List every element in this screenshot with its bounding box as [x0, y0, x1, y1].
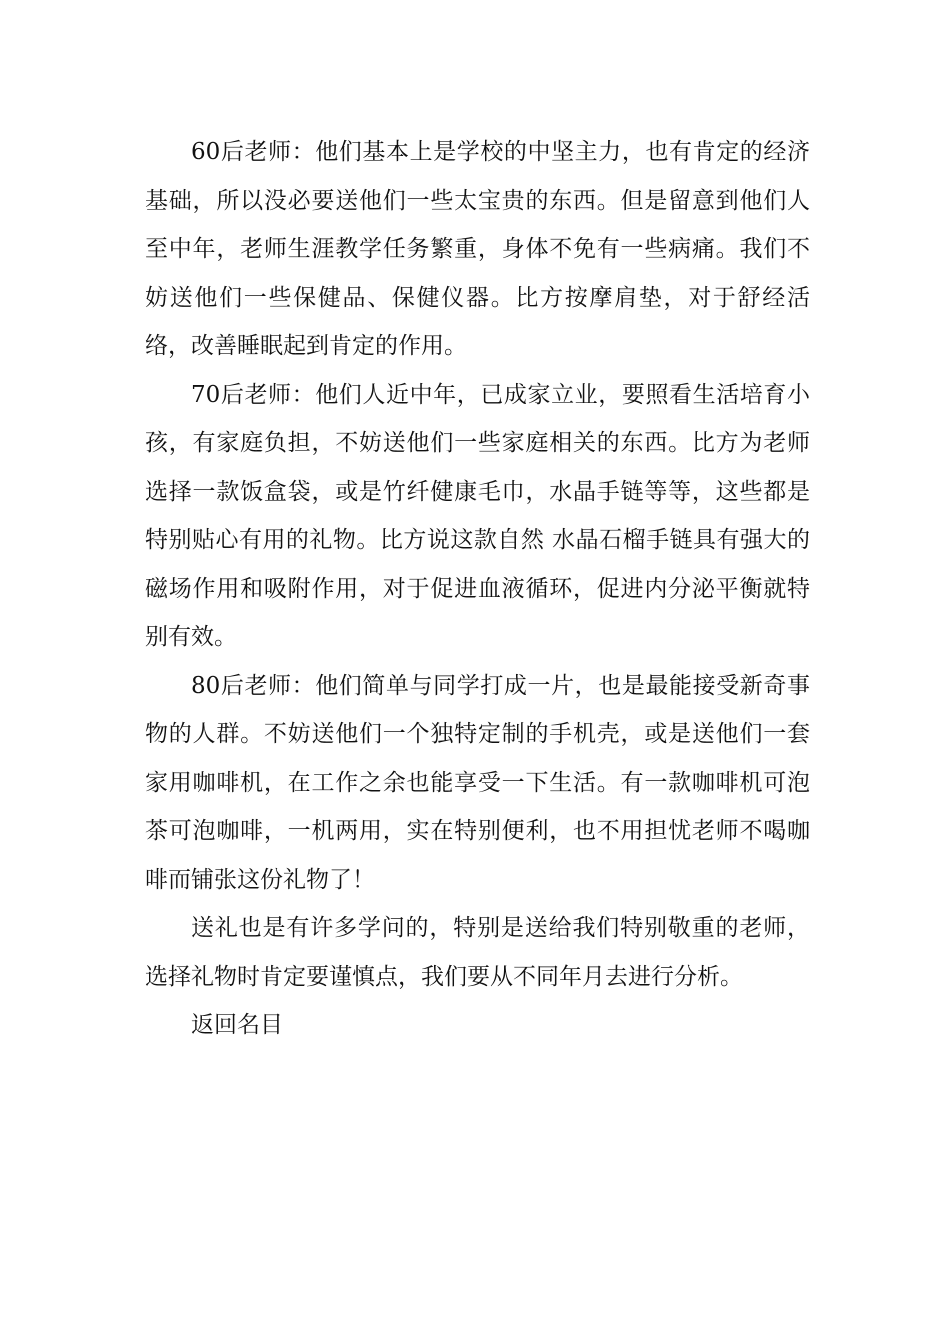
document-body	[145, 128, 810, 1050]
back-to-contents-link[interactable]: 返回名目	[191, 1012, 283, 1038]
paragraph-60s-teachers: 60后老师：他们基本上是学校的中坚主力，也有肯定的经济基础，所以没必要送他们一些太宝贵的东西。但是留意到他们人至中年，老师生涯教学任务繁重，身体不免有一些病痛。我们不妨送他们一些保健品、保健仪器。比方按摩肩垫，对于舒经活络，改善睡眠起到肯定的作用。	[145, 139, 810, 359]
paragraph-80s-teachers: 80后老师：他们简单与同学打成一片，也是最能接受新奇事物的人群。不妨送他们一个独特定制的手机壳，或是送他们一套家用咖啡机，在工作之余也能享受一下生活。有一款咖啡机可泡茶可泡咖啡，一机两用，实在特别便利，也不用担忧老师不喝咖啡而铺张这份礼物了！	[145, 672, 810, 893]
paragraph-70s-teachers: 70后老师：他们人近中年，已成家立业，要照看生活培育小孩，有家庭负担，不妨送他们一些家庭相关的东西。比方为老师选择一款饭盒袋，或是竹纤健康毛巾，水晶手链等等，这些都是特别贴心有用的礼物。比方说这款自然 水晶石榴手链具有强大的磁场作用和吸附作用，对于促进血液循环，促进内分泌平衡就特别有效。	[145, 381, 810, 650]
paragraph-conclusion: 送礼也是有许多学问的，特别是送给我们特别敬重的老师，选择礼物时肯定要谨慎点，我们要从不同年月去进行分析。	[145, 915, 810, 990]
